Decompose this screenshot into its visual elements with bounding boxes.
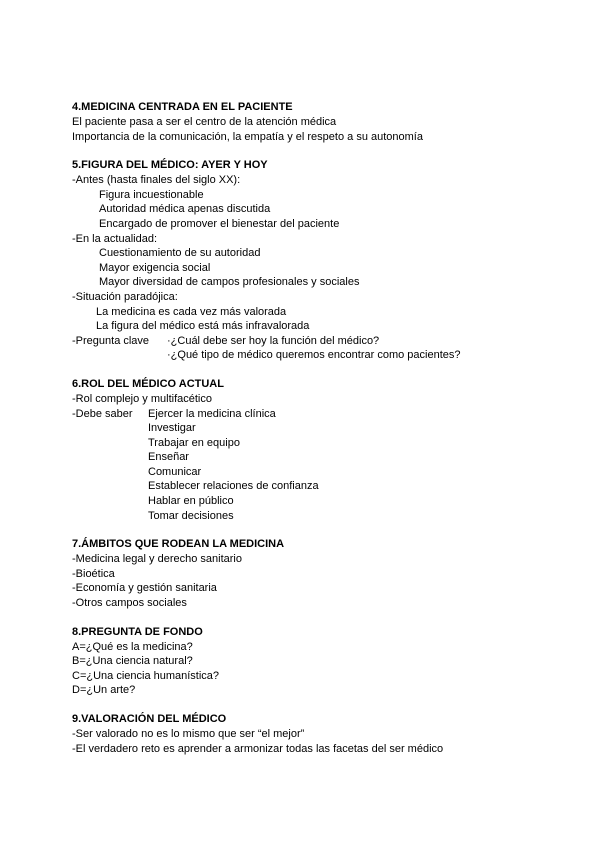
- list-item: Tomar decisiones: [148, 509, 234, 522]
- row-label: -Debe saber: [72, 407, 133, 420]
- section-pregunta-fondo: [72, 625, 572, 698]
- section-rol-medico: [72, 377, 572, 523]
- document-page: [72, 100, 572, 770]
- section-heading: 6.ROL DEL MÉDICO ACTUAL: [72, 377, 224, 390]
- pregunta-clave-row: [72, 334, 572, 349]
- text-line: -Ser valorado no es lo mismo que ser “el mejor”: [72, 728, 305, 740]
- text-line: -El verdadero reto es aprender a armonizar todas las facetas del ser médico: [72, 742, 444, 755]
- section-heading: 4.MEDICINA CENTRADA EN EL PACIENTE: [72, 101, 293, 113]
- list-item: Mayor diversidad de campos profesionales y sociales: [99, 276, 360, 289]
- list-item: Trabajar en equipo: [148, 436, 240, 449]
- list-item: Mayor exigencia social: [99, 261, 211, 274]
- section-heading: 7.ÁMBITOS QUE RODEAN LA MEDICINA: [72, 538, 285, 551]
- text-line: C=¿Una ciencia humanística?: [72, 669, 220, 682]
- list-item: ·¿Qué tipo de médico queremos encontrar como pacientes?: [167, 349, 461, 362]
- debe-saber-row: [72, 407, 572, 422]
- text-line: -Antes (hasta finales del siglo XX):: [72, 174, 241, 187]
- list-item: Figura incuestionable: [99, 188, 204, 201]
- text-line: B=¿Una ciencia natural?: [72, 655, 193, 668]
- text-line: -Otros campos sociales: [72, 597, 187, 610]
- text-line: -Economía y gestión sanitaria: [72, 582, 217, 595]
- text-line: El paciente pasa a ser el centro de la atención médica: [72, 116, 337, 128]
- list-item: Establecer relaciones de confianza: [148, 480, 319, 493]
- section-medicina-centrada: [72, 100, 572, 144]
- list-item: Hablar en público: [148, 495, 234, 508]
- list-item: Autoridad médica apenas discutida: [99, 203, 271, 216]
- list-item: La figura del médico está más infravalorada: [96, 320, 310, 333]
- list-item: Investigar: [148, 422, 196, 435]
- section-heading: 9.VALORACIÓN DEL MÉDICO: [72, 713, 227, 725]
- text-line: -Bioética: [72, 567, 115, 580]
- text-line: D=¿Un arte?: [72, 684, 136, 697]
- list-item: Enseñar: [148, 451, 189, 464]
- section-ambitos: [72, 537, 572, 610]
- list-item: ·¿Cuál debe ser hoy la función del médico?: [167, 334, 380, 347]
- text-line: Importancia de la comunicación, la empatía y el respeto a su autonomía: [72, 130, 423, 143]
- list-item: Encargado de promover el bienestar del paciente: [99, 217, 340, 230]
- section-heading: 5.FIGURA DEL MÉDICO: AYER Y HOY: [72, 159, 268, 172]
- text-line: A=¿Qué es la medicina?: [72, 640, 193, 653]
- text-line: -En la actualidad:: [72, 232, 157, 245]
- list-item: La medicina es cada vez más valorada: [96, 305, 287, 318]
- text-line: -Medicina legal y derecho sanitario: [72, 553, 242, 566]
- text-line: -Rol complejo y multifacético: [72, 392, 212, 405]
- section-valoracion: [72, 712, 572, 756]
- list-item: Cuestionamiento de su autoridad: [99, 247, 261, 260]
- row-label: -Pregunta clave: [72, 334, 150, 347]
- list-item: Comunicar: [148, 465, 202, 478]
- section-figura-medico: [72, 158, 572, 363]
- text-line: -Situación paradójica:: [72, 290, 178, 303]
- section-heading: 8.PREGUNTA DE FONDO: [72, 625, 203, 638]
- list-item: Ejercer la medicina clínica: [148, 407, 276, 420]
- pregunta-clave-row: [72, 348, 572, 363]
